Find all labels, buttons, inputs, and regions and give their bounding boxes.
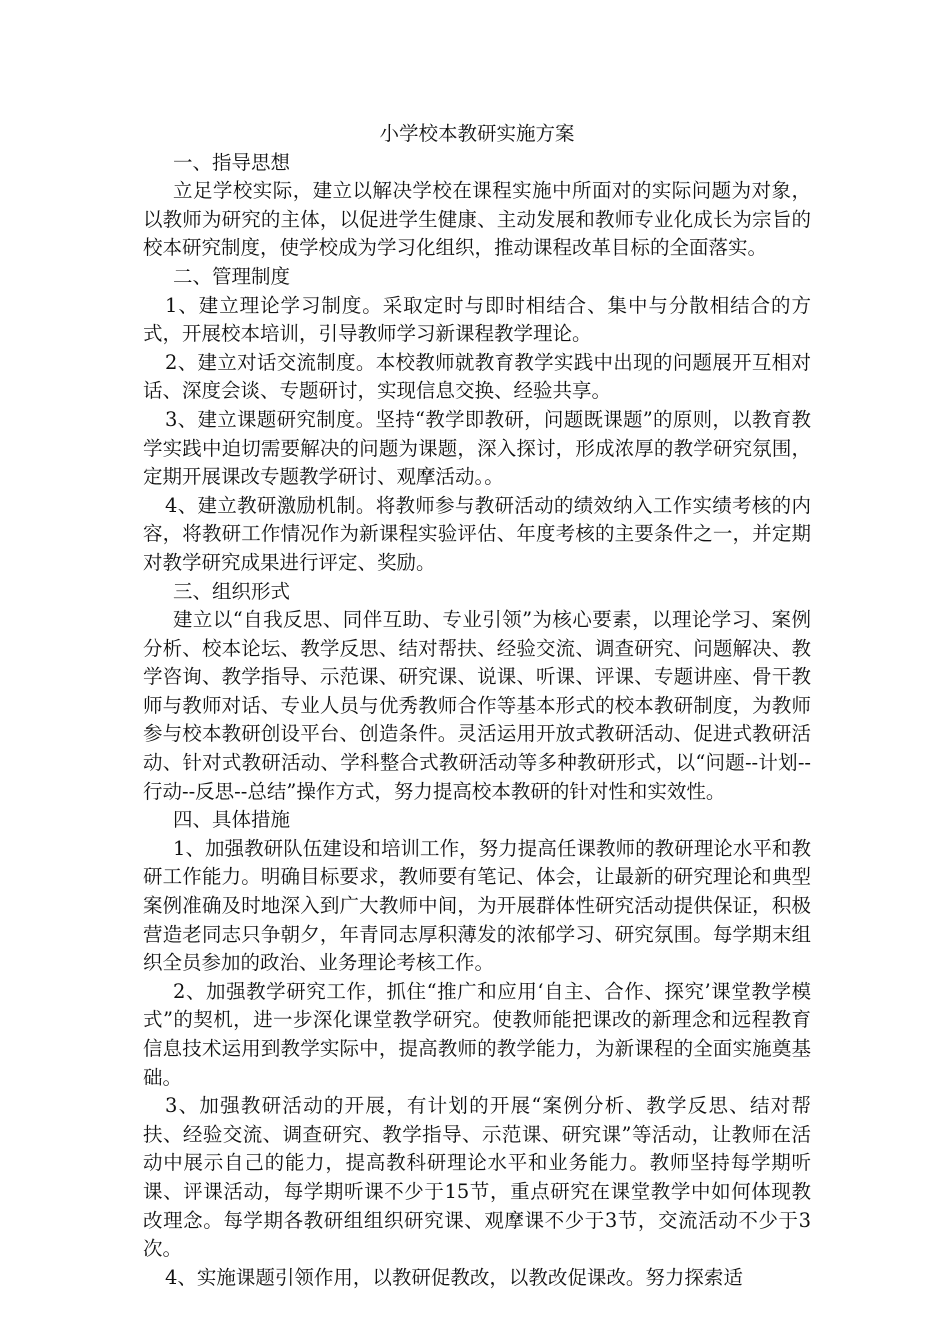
section-heading: 二、管理制度 (173, 264, 291, 288)
paragraph: 2、建立对话交流制度。本校教师就教育教学实践中出现的问题展开互相对话、深度会谈、专题研讨，实现信息交换、经验共享。 (143, 350, 811, 403)
paragraph: 4、实施课题引领作用，以教研促教改，以教改促课改。努力探索适 (165, 1265, 743, 1289)
paragraph: 3、加强教研活动的开展，有计划的开展“案例分析、教学反思、结对帮扶、经验交流、调查研究、教学指导、示范课、研究课”等活动，让教师在活动中展示自己的能力，提高教科研理论水平和业务能力。教师坚持每学期听课、评课活动，每学期听课不少于15节，重点研究在课堂教学中如何体现教改理念。每学期各教研组组织研究课、观摩课不少于3节，交流活动不少于3次。 (143, 1094, 811, 1261)
paragraph: 1、建立理论学习制度。采取定时与即时相结合、集中与分散相结合的方式，开展校本培训，引导教师学习新课程教学理论。 (143, 293, 811, 346)
section-specific-measures (143, 806, 811, 1292)
section-organization-form (143, 578, 811, 807)
paragraph: 3、建立课题研究制度。坚持“教学即教研，问题既课题”的原则，以教育教学实践中迫切需要解决的问题为课题，深入探讨，形成浓厚的教学研究氛围，定期开展课改专题教学研讨、观摩活动。。 (143, 407, 811, 489)
document-title: 小学校本教研实施方案 (379, 122, 575, 145)
paragraph: 2、加强教学研究工作，抓住“推广和应用‘自主、合作、探究’课堂教学模式”的契机，进一步深化课堂教学研究。使教师能把课改的新理念和远程教育信息技术运用到教学实际中，提高教师的教学能力，为新课程的全面实施奠基础。 (143, 979, 811, 1089)
document-body (143, 120, 811, 1292)
paragraph: 1、加强教研队伍建设和培训工作，努力提高任课教师的教研理论水平和教研工作能力。明确目标要求，教师要有笔记、体会，让最新的研究理论和典型案例准确及时地深入到广大教师中间，为开展群体性研究活动提供保证，积极营造老同志只争朝夕，年青同志厚积薄发的浓郁学习、研究氛围。每学期末组织全员参加的政治、业务理论考核工作。 (143, 836, 811, 975)
section-guiding-ideology (143, 149, 811, 263)
paragraph: 4、建立教研激励机制。将教师参与教研活动的绩效纳入工作实绩考核的内容，将教研工作情况作为新课程实验评估、年度考核的主要条件之一，并定期对教学研究成果进行评定、奖励。 (143, 493, 811, 574)
paragraph: 建立以“自我反思、同伴互助、专业引领”为核心要素，以理论学习、案例分析、校本论坛、教学反思、结对帮扶、经验交流、调查研究、问题解决、教学咨询、教学指导、示范课、研究课、说课、听课、评课、专题讲座、骨干教师与教师对话、专业人员与优秀教师合作等基本形式的校本教研制度，为教师参与校本教研创设平台、创造条件。灵活运用开放式教研活动、促进式教研活动、针对式教研活动、学科整合式教研活动等多种教研形式，以“问题--计划--行动--反思--总结”操作方式，努力提高校本教研的针对性和实效性。 (143, 608, 811, 803)
section-heading: 三、组织形式 (173, 579, 291, 603)
section-management-system (143, 263, 811, 578)
section-heading: 四、具体措施 (173, 808, 291, 832)
section-heading: 一、指导思想 (173, 150, 291, 174)
paragraph: 立足学校实际，建立以解决学校在课程实施中所面对的实际问题为对象，以教师为研究的主体，以促进学生健康、主动发展和教师专业化成长为宗旨的校本研究制度，使学校成为学习化组织，推动课程改革目标的全面落实。 (143, 179, 811, 260)
